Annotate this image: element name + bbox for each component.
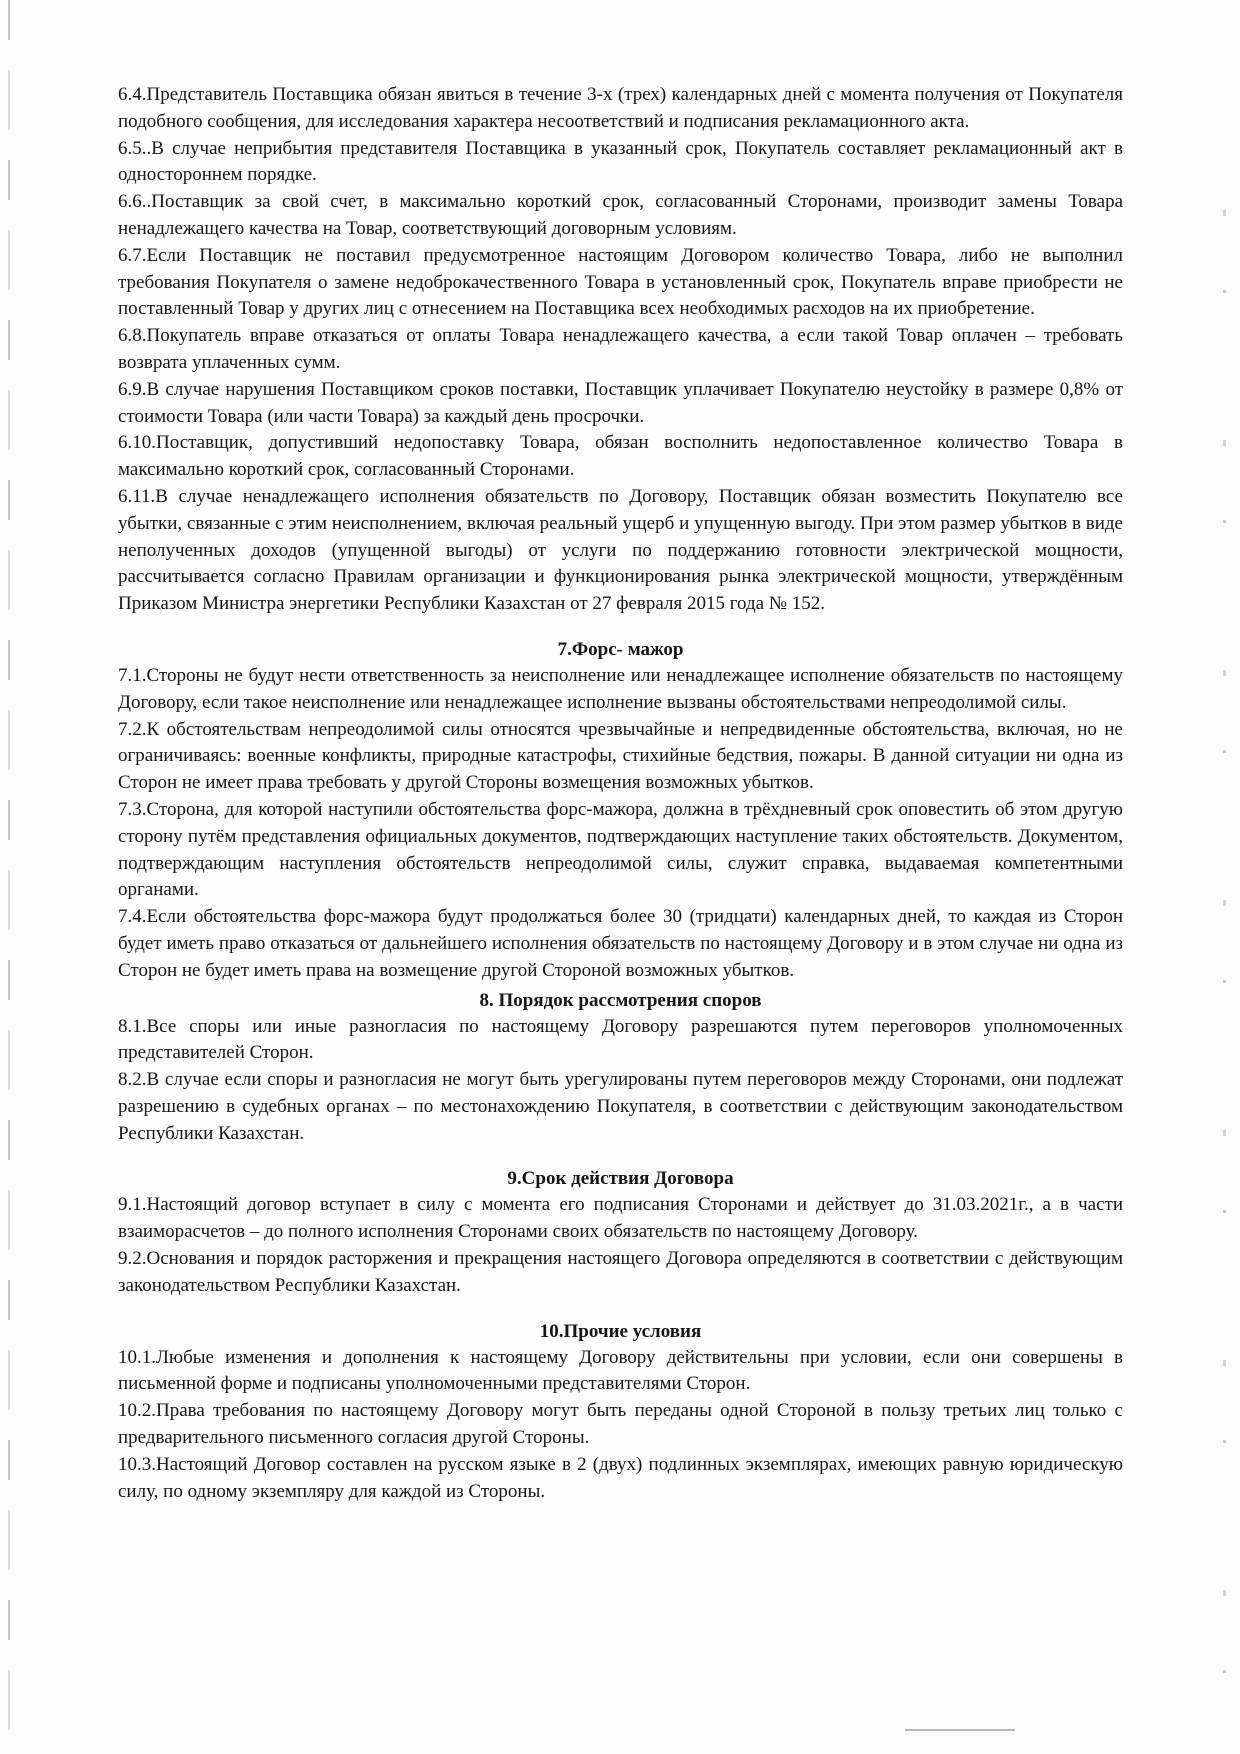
clause-6-10: 6.10.Поставщик, допустивший недопоставку Товара, обязан восполнить недопоставленное количество Товара в максимально короткий срок, согласованный Сторонами.: [118, 432, 1123, 481]
clause-7-2: 7.2.К обстоятельствам непреодолимой силы относятся чрезвычайные и непредвиденные обстоятельства, включая, но не ограничиваясь: военные конфликты, природные катастрофы, стихийные бедствия, пожары. В данной ситуации ни одна из Сторон не имеет права требовать у другой Стороны возмещения возможных убытков.: [118, 718, 1123, 794]
scan-edge-right: [1223, 150, 1226, 1710]
clause-8-2: 8.2.В случае если споры и разногласия не могут быть урегулированы путем переговоров между Сторонами, они подлежат разрешению в судебных органах – по местонахождению Покупателя, в соответствии с действующим законодательством Республики Казахстан.: [118, 1069, 1123, 1144]
footer-scan-mark: [905, 1729, 1015, 1731]
clause-9-1: 9.1.Настоящий договор вступает в силу с момента его подписания Сторонами и действует до 31.03.2021г., а в части взаиморасчетов – до полного исполнения Сторонами своих обязательств по настоящему Договору.: [118, 1194, 1123, 1243]
clause-10-3: 10.3.Настоящий Договор составлен на русском языке в 2 (двух) подлинных экземплярах, имеющих равную юридическую силу, по одному экземпляру для каждой из Стороны.: [118, 1453, 1123, 1502]
clause-7-4: 7.4.Если обстоятельства форс-мажора будут продолжаться более 30 (тридцати) календарных дней, то каждая из Сторон будет иметь право отказаться от дальнейшего исполнения обязательств по настоящему Договору и в этом случае ни одна из Сторон не будет иметь права на возмещение другой Стороной возможных убытков.: [118, 906, 1123, 981]
scan-edge-left: [8, 0, 10, 1754]
clause-8-1: 8.1.Все споры или иные разногласия по настоящему Договору разрешаются путем переговоров уполномоченных представителей Сторон.: [118, 1015, 1123, 1064]
clause-9-2: 9.2.Основания и порядок расторжения и прекращения настоящего Договора определяются в соответствии с действующим законодательством Республики Казахстан.: [118, 1248, 1123, 1296]
clause-6-7: 6.7.Если Поставщик не поставил предусмотренное настоящим Договором количество Товара, либо не выполнил требования Покупателя о замене недоброкачественного Товара в установленный срок, Покупатель вправе приобрести не поставленный Товар у других лиц с отнесением на Поставщика всех необходимых расходов на их приобретение.: [118, 244, 1123, 320]
section-7-heading: 7.Форс- мажор: [557, 638, 684, 660]
spacer: [118, 618, 1123, 636]
clause-7-3: 7.3.Сторона, для которой наступили обстоятельства форс-мажора, должна в трёхдневный срок оповестить об этом другую сторону путём представления официальных документов, подтверждающих наступление таких обстоятельств. Документом, подтверждающим наступления обстоятельств непреодолимой силы, служит справка, выдаваемая компетентными органами.: [118, 798, 1123, 901]
clause-6-5: 6.5..В случае неприбытия представителя Поставщика в указанный срок, Покупатель составляет рекламационный акт в одностороннем порядке.: [118, 137, 1123, 186]
spacer: [118, 1300, 1123, 1318]
clause-10-1: 10.1.Любые изменения и дополнения к настоящему Договору действительны при условии, если они совершены в письменной форме и подписаны уполномоченными представителями Сторон.: [118, 1346, 1123, 1395]
section-10-heading: 10.Прочие условия: [539, 1320, 702, 1342]
clause-6-11: 6.11.В случае ненадлежащего исполнения обязательств по Договору, Поставщик обязан возместить Покупателю все убытки, связанные с этим неисполнением, включая реальный ущерб и упущенную выгоду. При этом размер убытков в виде неполученных доходов (упущенной выгоды) от услуги по поддержанию готовности электрической мощности, рассчитывается согласно Правилам организации и функционирования рынка электрической мощности, утверждённым Приказом Министра энергетики Республики Казахстан от 27 февраля 2015 года № 152.: [118, 485, 1123, 615]
document-body: [118, 82, 1123, 1505]
spacer: [118, 1147, 1123, 1165]
clause-6-4: 6.4.Представитель Поставщика обязан явиться в течение 3-х (трех) календарных дней с момента получения от Покупателя подобного сообщения, для исследования характера несоответствий и подписания рекламационного акта.: [118, 84, 1123, 132]
clause-6-8: 6.8.Покупатель вправе отказаться от оплаты Товара ненадлежащего качества, а если такой Товар оплачен – требовать возврата уплаченных сумм.: [118, 325, 1123, 373]
section-8-heading: 8. Порядок рассмотрения споров: [479, 989, 762, 1011]
clause-6-9: 6.9.В случае нарушения Поставщиком сроков поставки, Поставщик уплачивает Покупателю неустойку в размере 0,8% от стоимости Товара (или части Товара) за каждый день просрочки.: [118, 378, 1123, 427]
section-9-heading: 9.Срок действия Договора: [507, 1168, 734, 1190]
clause-10-2: 10.2.Права требования по настоящему Договору могут быть переданы одной Стороной в пользу третьих лиц только с предварительного письменного согласия другой Стороны.: [118, 1400, 1123, 1449]
clause-7-1: 7.1.Стороны не будут нести ответственность за неисполнение или ненадлежащее исполнение обязательств по настоящему Договору, если такое неисполнение или ненадлежащее исполнение вызваны обстоятельствами непреодолимой силы.: [118, 664, 1123, 713]
clause-6-6: 6.6..Поставщик за свой счет, в максимально короткий срок, согласованный Сторонами, производит замены Товара ненадлежащего качества на Товар, соответствующий договорным условиям.: [118, 191, 1123, 239]
